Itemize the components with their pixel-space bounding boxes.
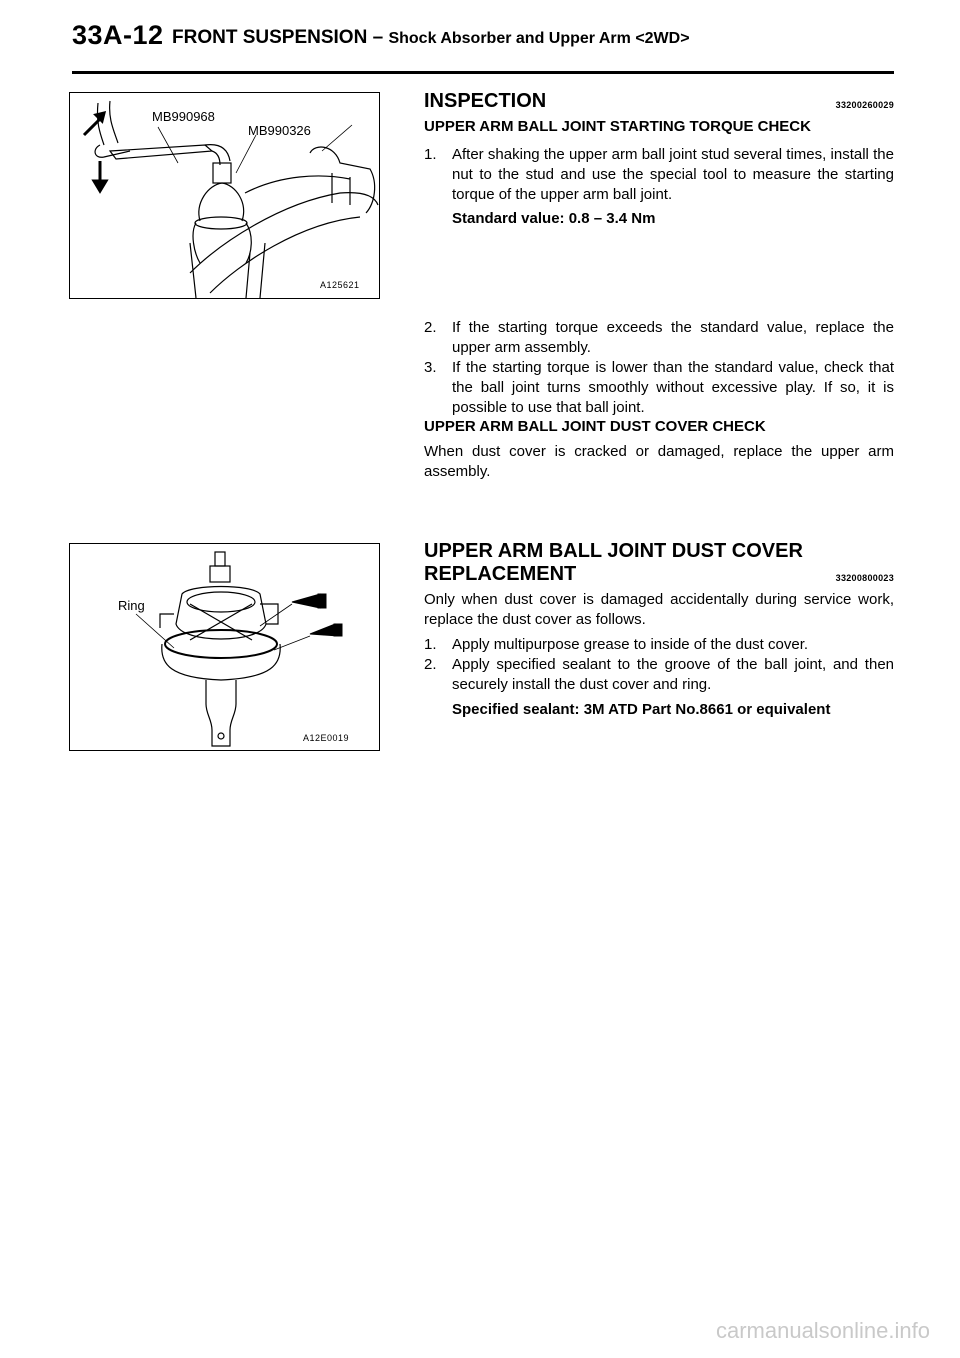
- step-text: If the starting torque exceeds the standard value, replace the upper arm assembly.: [452, 319, 894, 356]
- section-name: FRONT SUSPENSION: [172, 27, 368, 48]
- replacement-step-2: [424, 655, 894, 695]
- torque-check-heading: UPPER ARM BALL JOINT STARTING TORQUE CHECK: [424, 118, 811, 135]
- ring-label: Ring: [118, 598, 145, 613]
- step-text: Apply multipurpose grease to inside of the dust cover.: [452, 636, 809, 653]
- page-number: 33A-12: [72, 20, 164, 50]
- text-column: [424, 0, 894, 1358]
- tool-label-mb990326: MB990326: [248, 123, 311, 138]
- site-watermark: carmanualsonline.info: [715, 1318, 930, 1343]
- replacement-step-1: [424, 635, 894, 655]
- step-text: Apply specified sealant to the groove of the ball joint, and then securely install the dust cover and ring.: [452, 656, 894, 693]
- dust-cover-illustration: [70, 544, 379, 750]
- torque-step-2: [424, 318, 894, 358]
- step-number: 2.: [424, 656, 437, 673]
- torque-check-illustration: [70, 93, 379, 298]
- replacement-ref-number: 33200800023: [835, 573, 894, 583]
- step-text: After shaking the upper arm ball joint stud several times, install the nut to the stud and use the special tool to measure the starting torque of the upper arm ball joint.: [452, 146, 894, 203]
- dust-cover-figure: [69, 543, 380, 751]
- replacement-heading-line2: REPLACEMENT: [424, 563, 577, 585]
- figure-code: A12E0019: [303, 733, 350, 743]
- replacement-intro: Only when dust cover is damaged accidentally during service work, replace the dust cover as follows.: [424, 591, 894, 628]
- tool-label-mb990968: MB990968: [152, 109, 215, 124]
- step-text: If the starting torque is lower than the standard value, check that the ball joint turns smoothly without excessive play. If so, it is possible to use that ball joint.: [452, 359, 894, 416]
- replacement-heading-line1: UPPER ARM BALL JOINT DUST COVER: [424, 540, 803, 562]
- dust-cover-check-heading: UPPER ARM BALL JOINT DUST COVER CHECK: [424, 418, 766, 435]
- torque-step-1: [424, 145, 894, 205]
- step-number: 2.: [424, 319, 437, 336]
- torque-check-figure: [69, 92, 380, 299]
- subsection-name: Shock Absorber and Upper Arm <2WD>: [388, 30, 690, 47]
- standard-value: Standard value: 0.8 – 3.4 Nm: [452, 210, 656, 227]
- dust-cover-check-text: When dust cover is cracked or damaged, replace the upper arm assembly.: [424, 443, 894, 480]
- step-number: 1.: [424, 636, 437, 653]
- step-number: 3.: [424, 359, 437, 376]
- figure-code: A125621: [320, 280, 360, 290]
- inspection-heading: INSPECTION: [424, 90, 547, 112]
- inspection-ref-number: 33200260029: [835, 100, 894, 110]
- specified-sealant: Specified sealant: 3M ATD Part No.8661 or equivalent: [452, 701, 831, 718]
- torque-step-3: [424, 358, 894, 418]
- step-number: 1.: [424, 146, 437, 163]
- title-dash: –: [372, 27, 384, 48]
